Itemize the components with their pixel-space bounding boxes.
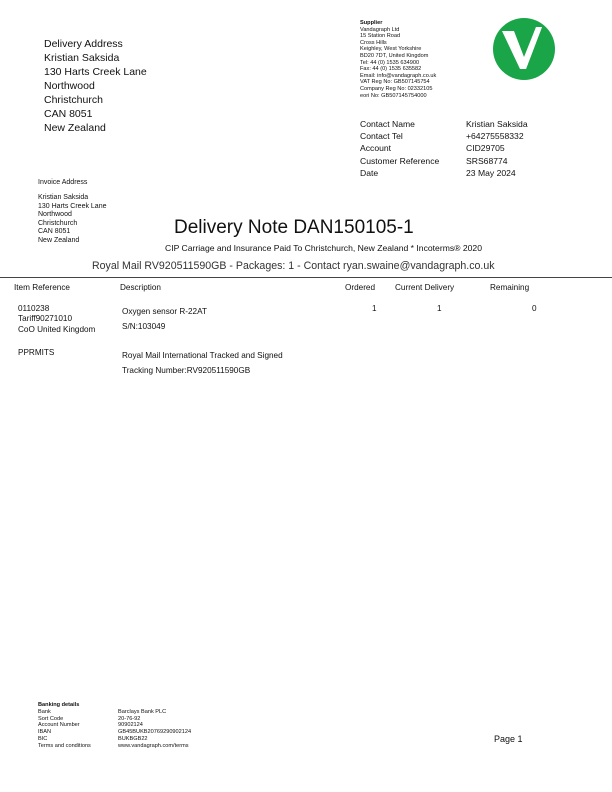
invoice-address-line: Christchurch [38,219,78,227]
logo-v-icon [492,17,556,81]
banking-label: BIC [38,735,48,742]
supplier-line: Tel: 44 (0) 1535 634900 [360,59,420,66]
supplier-line: 15 Station Road [360,33,401,40]
page-title: Delivery Note DAN150105-1 [174,217,414,238]
contact-value: SRS68774 [466,155,508,166]
item-tariff: Tariff90271010 [18,314,73,324]
contact-value: Kristian Saksida [466,119,528,129]
banking-value: BUKBGB22 [118,735,148,742]
table-row-item-desc [122,304,207,334]
incoterms-line: CIP Carriage and Insurance Paid To Christchurch, New Zealand * Incoterms® 2020 [165,243,482,253]
invoice-address-line: Kristian Saksida [38,194,89,201]
item-serial: S/N:103049 [122,322,166,331]
col-header-item-reference: Item Reference [14,283,70,292]
contact-label: Contact Tel [360,131,403,142]
banking-value: GB45BUKB20769290902124 [118,729,192,736]
contact-table [360,118,546,179]
supplier-line: Email: info@vandagraph.co.uk [360,72,437,79]
banking-value: 90902124 [118,722,143,729]
banking-label: Terms and conditions [38,742,91,749]
contact-value: +64275558332 [466,131,524,142]
invoice-address-line: 130 Harts Creek Lane [38,202,107,210]
supplier-line: Fax: 44 (0) 1535 635582 [360,66,422,73]
supplier-line: eori No: GB507145754000 [360,92,427,99]
delivery-address-line: Christchurch [44,94,103,106]
col-header-remaining: Remaining [490,283,530,292]
banking-label: Banking details [38,702,80,708]
banking-label: Sort Code [38,715,64,722]
invoice-address-line: New Zealand [38,236,80,244]
delivery-address-line: 130 Harts Creek Lane [44,66,147,78]
banking-value: 20-76-92 [118,715,141,722]
postage-ref: PPRMITS [18,348,55,357]
contact-value: CID29705 [466,143,505,154]
banking-details [38,702,258,750]
item-remaining: 0 [532,304,537,313]
banking-label: Account Number [38,722,80,729]
banking-label: IBAN [38,729,52,736]
contact-label: Contact Name [360,119,415,129]
col-header-description: Description [120,283,161,292]
delivery-address-line: New Zealand [44,122,106,134]
supplier-block [360,20,436,99]
supplier-line: Cross Hills [360,39,387,46]
item-country-of-origin: CoO United Kingdom [18,324,96,334]
page-number: Page 1 [494,734,523,744]
delivery-address-block [44,37,147,135]
banking-label: Bank [38,708,51,715]
delivery-address-line: CAN 8051 [44,108,93,120]
invoice-address-line: CAN 8051 [38,228,71,236]
postage-desc [122,348,283,378]
supplier-line: VAT Reg No: GB507145754 [360,79,430,86]
invoice-address-block [38,194,106,246]
supplier-line: Vandagraph Ltd [360,26,400,33]
contact-value: 23 May 2024 [466,167,516,178]
supplier-line: Keighley, West Yorkshire [360,46,422,53]
supplier-line: Company Reg No: 02332105 [360,85,433,92]
supplier-line: Supplier [360,20,383,26]
shipping-line: Royal Mail RV920511590GB - Packages: 1 - Contact ryan.swaine@vandagraph.co.uk [92,260,495,272]
contact-label: Date [360,167,379,178]
contact-label: Account [360,143,392,154]
banking-value: Barclays Bank PLC [118,708,167,715]
item-description: Oxygen sensor R-22AT [122,307,207,316]
postage-tracking: Tracking Number:RV920511590GB [122,366,251,375]
delivery-address-line: Northwood [44,80,95,92]
item-current-delivery: 1 [437,304,442,313]
invoice-address-heading: Invoice Address [38,179,88,186]
banking-value [118,702,258,709]
postage-service: Royal Mail International Tracked and Signed [122,351,283,360]
supplier-line: BD20 7DT, United Kingdom [360,52,429,59]
divider [0,277,612,278]
invoice-address-line: Northwood [38,211,72,219]
delivery-address-heading: Delivery Address [44,38,123,50]
banking-value: www.vandagraph.com/terms [118,742,189,749]
col-header-current-delivery: Current Delivery [395,283,455,292]
table-row-item-ref [18,304,95,335]
vandagraph-logo [492,17,556,81]
item-ordered: 1 [372,304,377,313]
delivery-address-line: Kristian Saksida [44,52,120,64]
col-header-ordered: Ordered [345,283,376,292]
item-code: 0110238 [18,304,50,313]
contact-label: Customer Reference [360,155,440,166]
